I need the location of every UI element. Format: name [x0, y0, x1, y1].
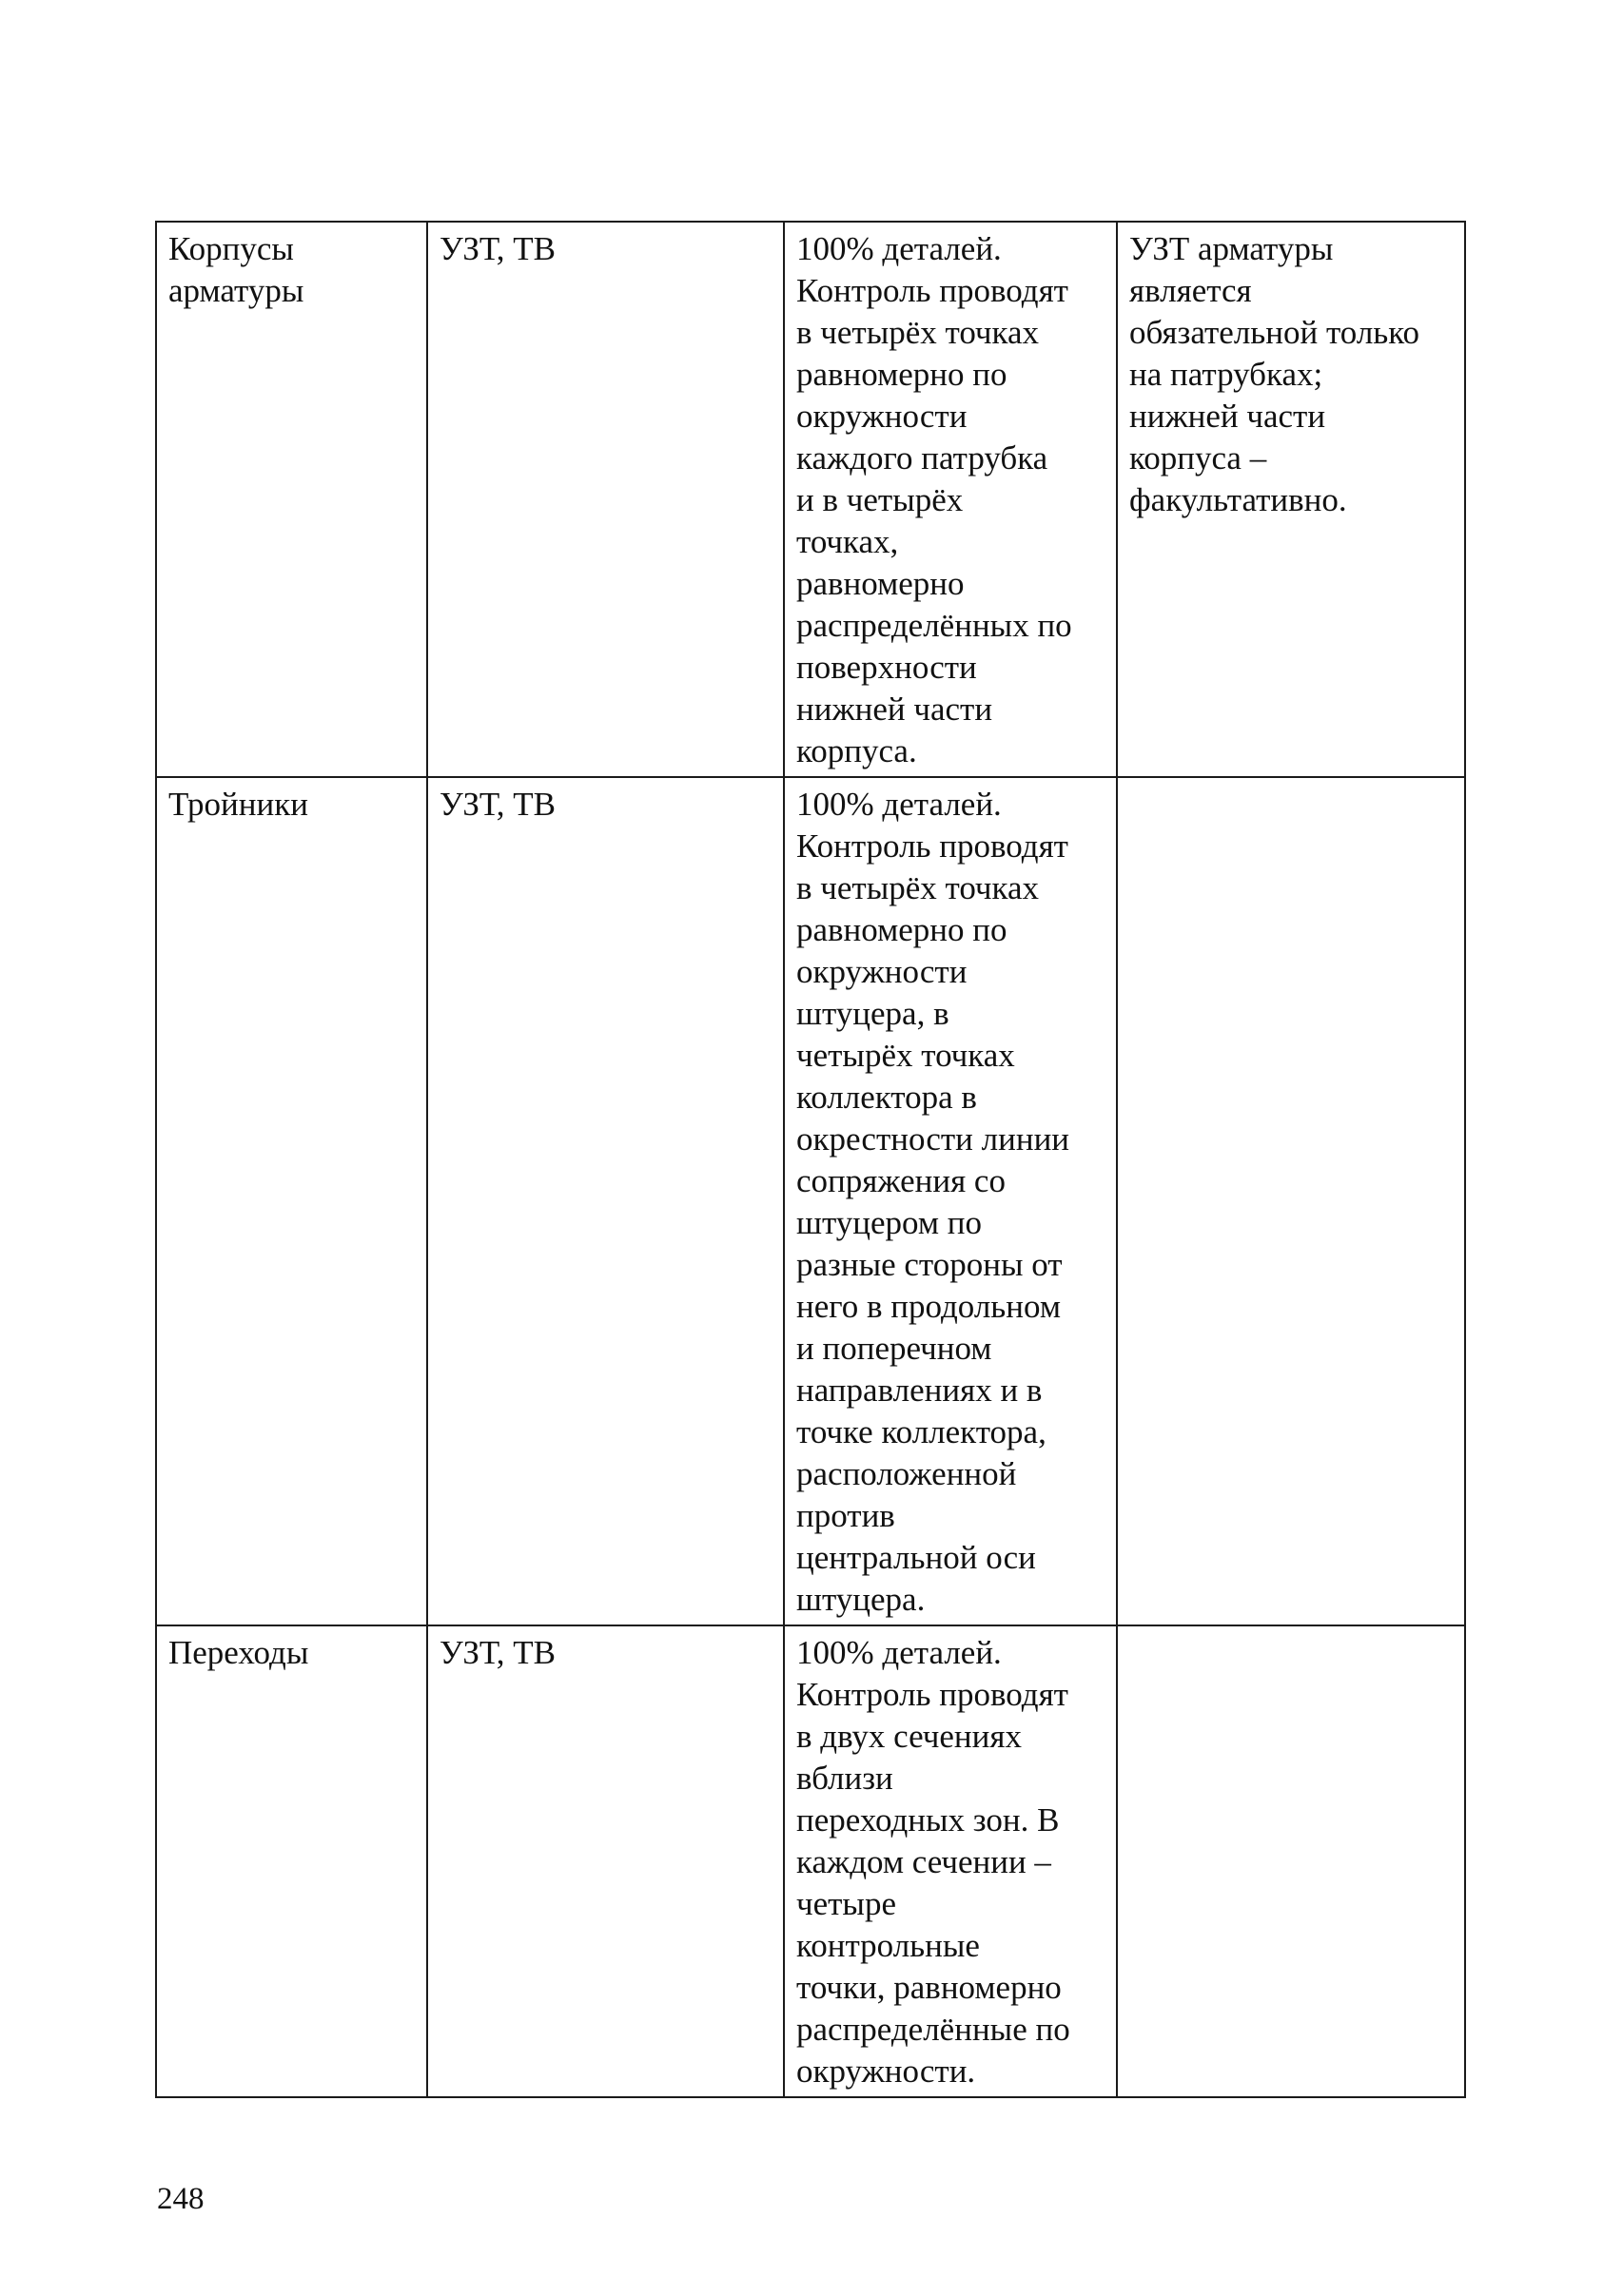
note-cell: УЗТ арматуры является обязательной только на патрубках; нижней части корпуса – факультативно.	[1117, 222, 1465, 777]
scope-cell: 100% деталей. Контроль проводят в четырёх точках равномерно по окружности каждого патрубка и в четырёх точках, равномерно распределённых по поверхности нижней части корпуса.	[784, 222, 1117, 777]
table-row	[156, 777, 1465, 1625]
object-cell: Переходы	[156, 1625, 427, 2097]
method-cell: УЗТ, ТВ	[427, 777, 784, 1625]
method-cell: УЗТ, ТВ	[427, 1625, 784, 2097]
table-row	[156, 1625, 1465, 2097]
control-methods-table	[155, 221, 1466, 2098]
note-cell	[1117, 777, 1465, 1625]
object-cell: Тройники	[156, 777, 427, 1625]
note-cell	[1117, 1625, 1465, 2097]
scope-cell: 100% деталей. Контроль проводят в двух сечениях вблизи переходных зон. В каждом сечении – четыре контрольные точки, равномерно распределённые по окружности.	[784, 1625, 1117, 2097]
page-number: 248	[157, 2182, 205, 2216]
table-row	[156, 222, 1465, 777]
scope-cell: 100% деталей. Контроль проводят в четырёх точках равномерно по окружности штуцера, в четырёх точках коллектора в окрестности линии сопряжения со штуцером по разные стороны от него в продольном и поперечном направлениях и в точке коллектора, расположенной против центральной оси штуцера.	[784, 777, 1117, 1625]
method-cell: УЗТ, ТВ	[427, 222, 784, 777]
object-cell: Корпусы арматуры	[156, 222, 427, 777]
